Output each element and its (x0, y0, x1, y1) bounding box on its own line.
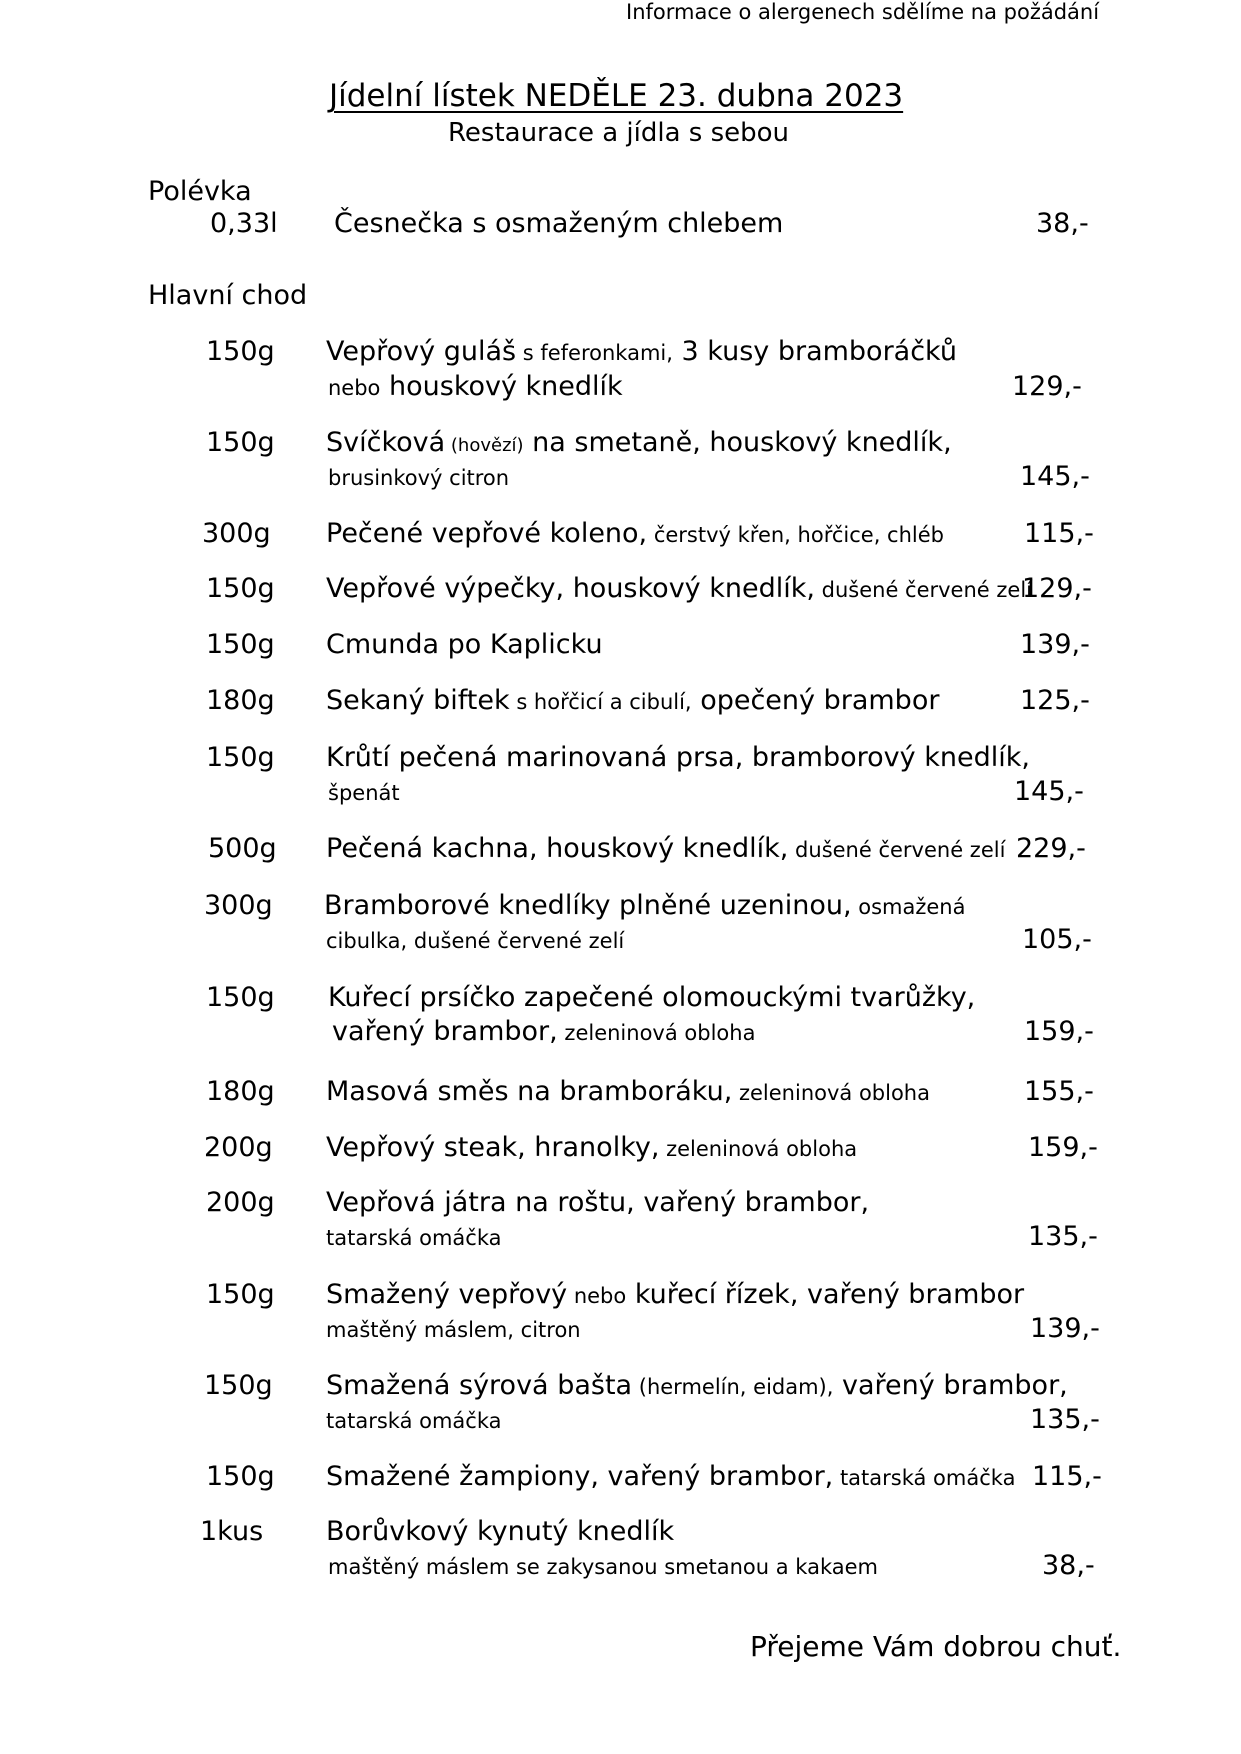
dish-name: Bramborové knedlíky plněné uzeninou, (324, 890, 852, 921)
dish-note: zeleninová obloha (659, 1137, 858, 1161)
menu-item-qty: 150g (206, 573, 275, 604)
menu-item-price: 229,- (1016, 833, 1086, 864)
menu-item-price: 159,- (1028, 1132, 1098, 1163)
dish-note: nebo (567, 1284, 627, 1308)
allergen-note: Informace o alergenech sdělíme na požádání (626, 0, 1100, 24)
menu-item-line1 (326, 427, 952, 458)
menu-item-qty: 150g (206, 1279, 275, 1310)
menu-item-price: 129,- (1022, 573, 1092, 604)
menu-item-line1: Vepřová játra na roštu, vařený brambor, (326, 1187, 870, 1218)
menu-item-qty: 150g (206, 1461, 275, 1492)
dish-note: dušené červené zelí (788, 838, 1006, 862)
dish-name: Smažené žampiony, vařený brambor, (326, 1461, 834, 1492)
dish-name: Smažená sýrová bašta (326, 1370, 633, 1401)
dish-note: nebo (328, 376, 381, 400)
dish-side: vařený brambor, (833, 1370, 1068, 1401)
menu-item-price: 135,- (1030, 1404, 1100, 1435)
soup-heading: Polévka (148, 176, 252, 207)
menu-item-line1: Borůvkový kynutý knedlík (326, 1516, 675, 1547)
dish-name: Vepřové výpečky, houskový knedlík, (326, 573, 815, 604)
soup-qty: 0,33l (210, 208, 278, 239)
menu-item-line1 (326, 1279, 1024, 1310)
menu-item-line1 (326, 336, 957, 367)
menu-item-qty: 150g (206, 629, 275, 660)
menu-item-price: 159,- (1024, 1016, 1094, 1047)
menu-item-line1: Krůtí pečená marinovaná prsa, bramborový knedlík, (326, 742, 1030, 773)
main-heading: Hlavní chod (148, 280, 308, 311)
menu-item-line1 (324, 890, 966, 921)
menu-item-qty: 200g (206, 1187, 275, 1218)
dish-side: 3 kusy bramboráčků (672, 336, 957, 367)
menu-item-qty: 500g (208, 833, 277, 864)
menu-item-line1 (326, 1076, 930, 1107)
menu-item-line1 (326, 518, 944, 549)
menu-item-price: 38,- (1042, 1550, 1095, 1581)
menu-item-qty: 300g (204, 890, 273, 921)
dish-note: (hermelín, eidam), (632, 1375, 834, 1399)
menu-item-price: 129,- (1012, 371, 1082, 402)
dish-name: Svíčková (326, 427, 446, 458)
soup-name: Česnečka s osmaženým chlebem (334, 208, 784, 239)
menu-item-qty: 1kus (200, 1516, 264, 1547)
dish-note: osmažená (851, 895, 966, 919)
dish-note: zeleninová obloha (732, 1081, 930, 1105)
menu-item-price: 139,- (1020, 629, 1090, 660)
menu-item-line2: brusinkový citron (328, 466, 510, 490)
menu-item-line1 (326, 573, 1032, 604)
menu-item-qty: 150g (204, 1370, 273, 1401)
menu-item-qty: 200g (204, 1132, 273, 1163)
menu-item-line1 (326, 1132, 857, 1163)
dish-name: Vepřový guláš (326, 336, 517, 367)
menu-item-line1 (326, 1370, 1068, 1401)
closing-wish: Přejeme Vám dobrou chuť. (750, 1630, 1122, 1663)
menu-item-qty: 150g (206, 982, 275, 1013)
menu-item-price: 115,- (1024, 518, 1094, 549)
menu-item-price: 115,- (1032, 1461, 1102, 1492)
menu-item-line1 (326, 1461, 1015, 1492)
menu-item-line2: cibulka, dušené červené zelí (326, 929, 625, 953)
menu-item-qty: 180g (206, 1076, 275, 1107)
menu-item-line2 (328, 371, 623, 402)
page-subtitle: Restaurace a jídla s sebou (448, 118, 790, 148)
menu-item-line2 (332, 1016, 755, 1047)
dish-side: opečený brambor (691, 685, 940, 716)
dish-note: tatarská omáčka (833, 1466, 1016, 1490)
menu-item-line1 (326, 685, 939, 716)
menu-item-qty: 150g (206, 427, 275, 458)
menu-item-price: 145,- (1014, 776, 1084, 807)
menu-item-line1 (326, 833, 1005, 864)
dish-name: Sekaný biftek (326, 685, 510, 716)
menu-item-qty: 300g (202, 518, 271, 549)
menu-item-price: 125,- (1020, 685, 1090, 716)
menu-item-line2: maštěný máslem, citron (326, 1318, 581, 1342)
dish-note: dušené červené zelí (814, 578, 1032, 602)
menu-item-qty: 150g (206, 336, 275, 367)
dish-name: Pečená kachna, houskový knedlík, (326, 833, 789, 864)
dish-side: kuřecí řízek, vařený brambor (626, 1279, 1025, 1310)
dish-note: čerstvý křen, hořčice, chléb (647, 523, 945, 547)
dish-name: Vepřový steak, hranolky, (326, 1132, 660, 1163)
menu-item-qty: 180g (206, 685, 275, 716)
menu-item-price: 135,- (1028, 1221, 1098, 1252)
menu-item-qty: 150g (206, 742, 275, 773)
dish-note: s hořčicí a cibulí, (509, 690, 692, 714)
dish-side: vařený brambor, (332, 1016, 558, 1047)
dish-name: Smažený vepřový (326, 1279, 568, 1310)
dish-side: na smetaně, houskový knedlík, (523, 427, 952, 458)
menu-item-line1: Kuřecí prsíčko zapečené olomouckými tvarůžky, (328, 982, 976, 1013)
menu-item-line2: maštěný máslem se zakysanou smetanou a kakaem (328, 1555, 879, 1579)
page-title: Jídelní lístek NEDĚLE 23. dubna 2023 (329, 78, 904, 114)
menu-item-line2: špenát (328, 781, 400, 805)
menu-item-line2: tatarská omáčka (326, 1226, 502, 1250)
menu-item-price: 145,- (1020, 461, 1090, 492)
dish-name: Pečené vepřové koleno, (326, 518, 648, 549)
dish-note: s feferonkami, (516, 341, 673, 365)
menu-item-line2: tatarská omáčka (326, 1409, 502, 1433)
dish-note: zeleninová obloha (557, 1021, 756, 1045)
dish-side: houskový knedlík (380, 371, 623, 402)
menu-item-line1: Cmunda po Kaplicku (326, 629, 603, 660)
menu-item-price: 155,- (1024, 1076, 1094, 1107)
menu-item-price: 105,- (1022, 924, 1092, 955)
menu-item-price: 139,- (1030, 1313, 1100, 1344)
soup-price: 38,- (1036, 208, 1089, 239)
dish-name: Masová směs na bramboráku, (326, 1076, 733, 1107)
dish-note: (hovězí) (445, 435, 524, 456)
